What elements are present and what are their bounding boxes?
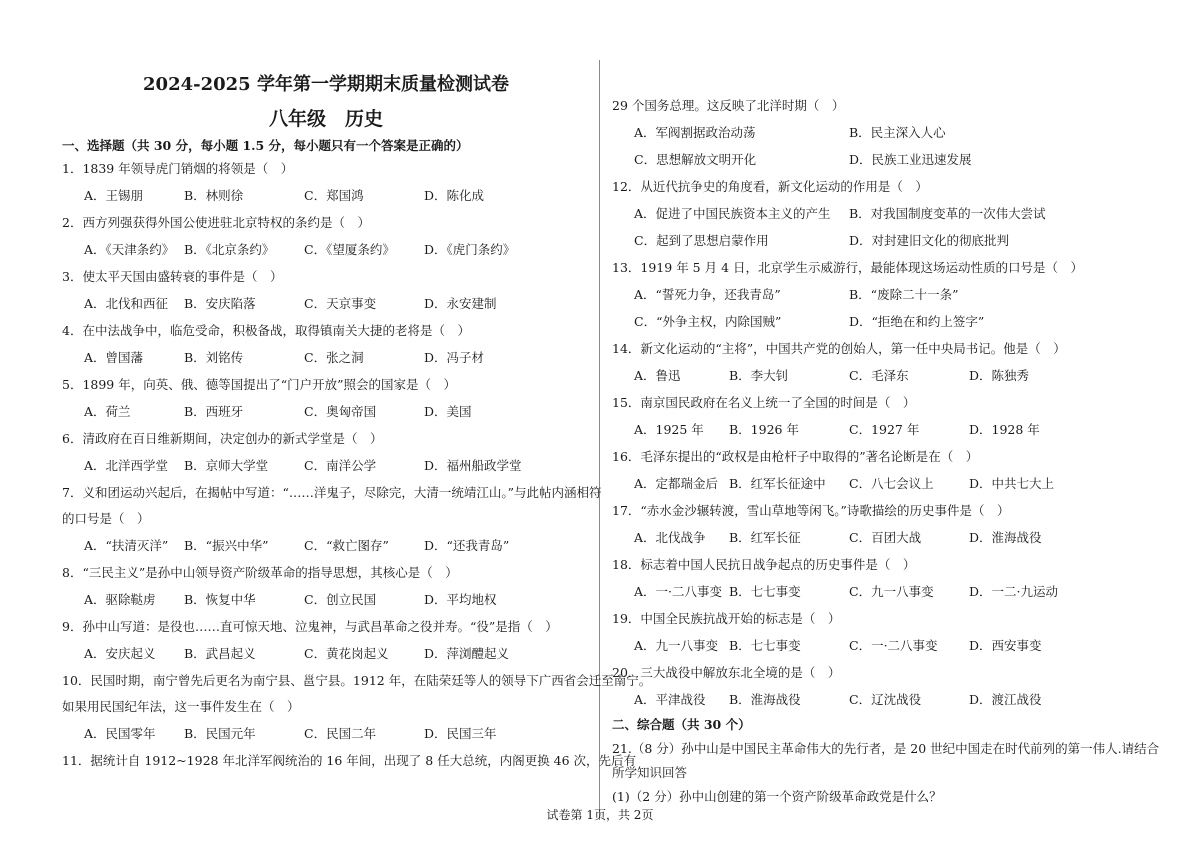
option-a: A．安庆起义: [84, 646, 156, 661]
question-stem: 5．1899 年，向英、俄、德等国提出了“门户开放”照会的国家是（ ）: [62, 377, 457, 392]
option-a: A．鲁迅: [634, 368, 681, 383]
option-d: D．福州船政学堂: [424, 458, 522, 473]
option-a: A．定都瑞金后: [634, 476, 719, 491]
option-b: B．京师大学堂: [184, 458, 269, 473]
exam-title: 2024-2025 学年第一学期期末质量检测试卷: [143, 74, 509, 95]
option-row: [62, 295, 590, 313]
option-b: B．刘铭传: [184, 350, 244, 365]
option-b: B．1926 年: [729, 422, 799, 437]
option-b: B．《北京条约》: [184, 242, 275, 257]
option-a: A．王锡朋: [84, 188, 144, 203]
option-a: A．“誓死力争，还我青岛”: [634, 287, 781, 302]
option-b: B．红军长征: [729, 530, 801, 545]
option-c: C．起到了思想启蒙作用: [634, 233, 769, 248]
option-d: D．民族工业迅速发展: [849, 152, 972, 167]
option-b: B．民主深入人心: [849, 125, 946, 140]
page-footer: 试卷第 1页，共 2页: [546, 808, 654, 822]
option-d: D．陈化成: [424, 188, 485, 203]
option-c: C．“外争主权，内除国贼”: [634, 314, 782, 329]
option-c: C．思想解放文明开化: [634, 152, 757, 167]
option-a: A．荷兰: [84, 404, 131, 419]
option-d: D．永安建制: [424, 296, 497, 311]
question-stem: 20．三大战役中解放东北全境的是（ ）: [612, 665, 841, 680]
option-row: [62, 725, 590, 743]
option-d: D．一二·九运动: [969, 584, 1058, 599]
question-stem-cont: 如果用民国纪年法，这一事件发生在（ ）: [62, 699, 300, 714]
option-b: B．淮海战役: [729, 692, 801, 707]
question-stem: 3．使太平天国由盛转衰的事件是（ ）: [62, 269, 283, 284]
question-stem: 14．新文化运动的“主将”，中国共产党的创始人，第一任中央局书记。他是（ ）: [612, 341, 1066, 356]
option-b: B．恢复中华: [184, 592, 256, 607]
option-b: B．红军长征途中: [729, 476, 826, 491]
option-row: [612, 637, 1152, 655]
option-a: A．《天津条约》: [84, 242, 175, 257]
question-stem: 7．义和团运动兴起后，在揭帖中写道：“……洋鬼子，尽除完，大清一统靖江山。”与此帖内涵相符: [62, 485, 602, 500]
option-d: D．对封建旧文化的彻底批判: [849, 233, 1010, 248]
option-a: A．驱除鞑虏: [84, 592, 156, 607]
option-a: A．九一八事变: [634, 638, 719, 653]
option-c: C．黄花岗起义: [304, 646, 389, 661]
option-row: [612, 529, 1152, 547]
option-row: [62, 241, 590, 259]
option-row: [612, 583, 1152, 601]
option-c: C．八七会议上: [849, 476, 934, 491]
option-b: B．李大钊: [729, 368, 789, 383]
option-a: A．1925 年: [634, 422, 704, 437]
option-c: C．1927 年: [849, 422, 920, 437]
question-stem: 4．在中法战争中，临危受命，积极备战，取得镇南关大捷的老将是（ ）: [62, 323, 470, 338]
section-title-choice: 一、选择题（共 30 分，每小题 1.5 分，每小题只有一个答案是正确的）: [62, 138, 469, 153]
option-c: C．一·二八事变: [849, 638, 938, 653]
option-d: D．中共七大上: [969, 476, 1055, 491]
option-a: A．一·二八事变: [634, 584, 723, 599]
option-a: A．民国零年: [84, 726, 156, 741]
option-d: D．陈独秀: [969, 368, 1030, 383]
question-stem: 18．标志着中国人民抗日战争起点的历史事件是（ ）: [612, 557, 916, 572]
option-b: B．七七事变: [729, 584, 801, 599]
option-row: [62, 537, 590, 555]
question-stem: 15．南京国民政府在名义上统一了全国的时间是（ ）: [612, 395, 916, 410]
option-row: [612, 421, 1152, 439]
question-stem: 16．毛泽东提出的“政权是由枪杆子中取得的”著名论断是在（ ）: [612, 449, 979, 464]
option-c: C．创立民国: [304, 592, 377, 607]
option-b: B．七七事变: [729, 638, 801, 653]
option-row: [62, 591, 590, 609]
option-row: [612, 205, 1152, 223]
option-row: [612, 124, 1152, 142]
question-stem-cont: 29 个国务总理。这反映了北洋时期（ ）: [612, 98, 845, 113]
question-stem: 8．“三民主义”是孙中山领导资产阶级革命的指导思想，其核心是（ ）: [62, 565, 458, 580]
option-c: C．民国二年: [304, 726, 377, 741]
question-stem: 9．孙中山写道：是役也……直可惊天地、泣鬼神，与武昌革命之役并寿。“役”是指（ ）: [62, 619, 558, 634]
option-b: B．民国元年: [184, 726, 256, 741]
section-title-comprehensive: 二、综合题（共 30 个）: [612, 717, 751, 732]
option-d: D．平均地权: [424, 592, 497, 607]
option-c: C．百团大战: [849, 530, 922, 545]
question-stem: 2．西方列强获得外国公使进驻北京特权的条约是（ ）: [62, 215, 370, 230]
option-row: [62, 187, 590, 205]
option-d: D．1928 年: [969, 422, 1040, 437]
option-d: D．萍浏醴起义: [424, 646, 510, 661]
option-a: A．“扶清灭洋”: [84, 538, 169, 553]
option-row: [62, 403, 590, 421]
question-21-stem: 21.（8 分）孙中山是中国民主革命伟大的先行者，是 20 世纪中国走在时代前列的第一伟人.请结合: [612, 741, 1160, 756]
question-stem: 10．民国时期，南宁曾先后更名为南宁县、邕宁县。1912 年，在陆荣廷等人的领导下广西省会迁至南宁。: [62, 673, 652, 688]
option-c: C．郑国鸿: [304, 188, 364, 203]
option-d: D．淮海战役: [969, 530, 1042, 545]
question-stem: 1．1839 年领导虎门销烟的将领是（ ）: [62, 161, 294, 176]
option-d: D．民国三年: [424, 726, 497, 741]
option-row: [62, 457, 590, 475]
option-row: [612, 232, 1152, 250]
option-c: C．“救亡图存”: [304, 538, 389, 553]
option-d: D．“拒绝在和约上签字”: [849, 314, 985, 329]
option-c: C．天京事变: [304, 296, 377, 311]
option-b: B．武昌起义: [184, 646, 256, 661]
option-c: C．张之洞: [304, 350, 364, 365]
option-row: [612, 286, 1152, 304]
option-b: B．西班牙: [184, 404, 244, 419]
option-a: A．促进了中国民族资本主义的产生: [634, 206, 831, 221]
option-c: C．奥匈帝国: [304, 404, 377, 419]
option-row: [612, 151, 1152, 169]
option-d: D．西安事变: [969, 638, 1042, 653]
option-a: A．平津战役: [634, 692, 706, 707]
question-stem: 6．清政府在百日维新期间，决定创办的新式学堂是（ ）: [62, 431, 383, 446]
question-stem: 11．据统计自 1912~1928 年北洋军阀统治的 16 年间，出现了 8 任大总统，内阁更换 46 次，先后有: [62, 753, 637, 768]
option-c: C．毛泽东: [849, 368, 909, 383]
question-stem: 13．1919 年 5 月 4 日，北京学生示威游行，最能体现这场运动性质的口号是（ ）: [612, 260, 1083, 275]
option-a: A．北伐和西征: [84, 296, 169, 311]
option-d: D．《虎门条约》: [424, 242, 516, 257]
option-c: C．九一八事变: [849, 584, 934, 599]
option-d: D．冯子材: [424, 350, 485, 365]
option-d: D．“还我青岛”: [424, 538, 510, 553]
option-a: A．北伐战争: [634, 530, 706, 545]
option-d: D．美国: [424, 404, 472, 419]
question-21-stem-cont: 所学知识回答: [612, 765, 688, 780]
option-d: D．渡江战役: [969, 692, 1042, 707]
question-stem: 17．“赤水金沙辗转渡，雪山草地等闲飞。”诗歌描绘的历史事件是（ ）: [612, 503, 1010, 518]
option-c: C．南洋公学: [304, 458, 377, 473]
option-row: [612, 367, 1152, 385]
option-a: A．北洋西学堂: [84, 458, 169, 473]
exam-subtitle: 八年级 历史: [268, 108, 383, 130]
question-stem-cont: 的口号是（ ）: [62, 511, 150, 526]
question-21-part-1: (1)（2 分）孙中山创建的第一个资产阶级革命政党是什么？: [612, 789, 942, 804]
option-row: [62, 349, 590, 367]
option-b: B．对我国制度变革的一次伟大尝试: [849, 206, 1046, 221]
question-stem: 12．从近代抗争史的角度看，新文化运动的作用是（ ）: [612, 179, 928, 194]
option-c: C．《望厦条约》: [304, 242, 395, 257]
option-row: [612, 691, 1152, 709]
option-b: B．“废除二十一条”: [849, 287, 959, 302]
option-row: [612, 475, 1152, 493]
option-a: A．军阀割据政治动荡: [634, 125, 756, 140]
option-row: [62, 645, 590, 663]
option-b: B．安庆陷落: [184, 296, 256, 311]
question-stem: 19．中国全民族抗战开始的标志是（ ）: [612, 611, 841, 626]
option-row: [612, 313, 1152, 331]
column-divider: [599, 60, 600, 820]
option-b: B．林则徐: [184, 188, 244, 203]
option-b: B．“振兴中华”: [184, 538, 269, 553]
option-c: C．辽沈战役: [849, 692, 922, 707]
option-a: A．曾国藩: [84, 350, 144, 365]
